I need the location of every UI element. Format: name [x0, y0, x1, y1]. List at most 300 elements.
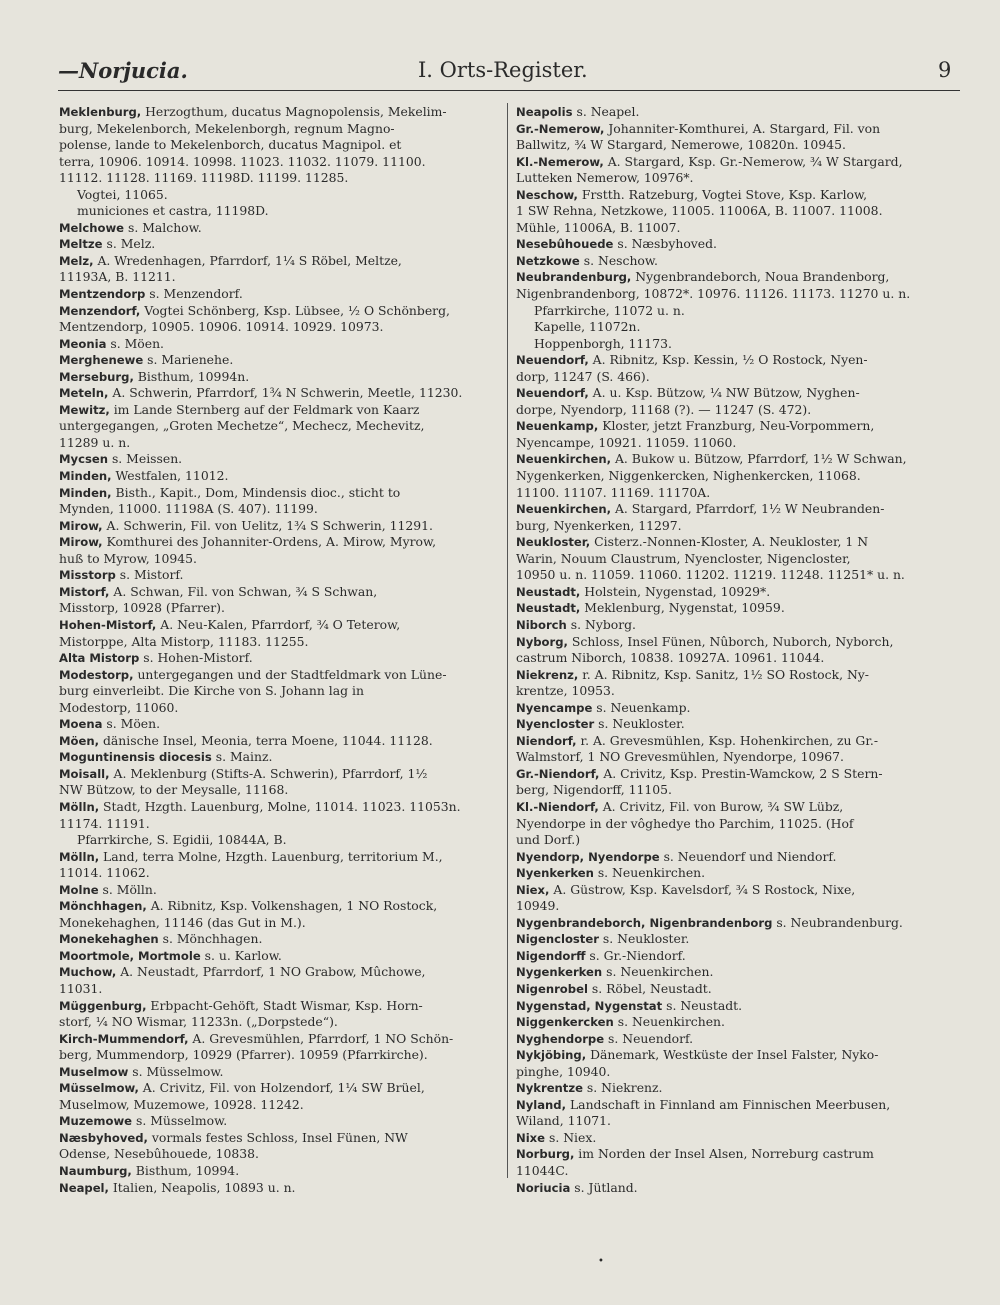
entry-text: Italien, Neapolis, 10893 u. n.: [108, 1179, 296, 1195]
entry-text: s. Neuenkirchen.: [593, 865, 706, 881]
register-continuation-line: [59, 137, 495, 154]
entry-text: A. Grevesmühlen, Pfarrdorf, 1 NO Schön-: [188, 1030, 454, 1046]
register-entry-line: [516, 915, 962, 932]
entry-text: Vogtei Schönberg, Ksp. Lübsee, ½ O Schönberg,: [140, 302, 450, 318]
register-entry-line: [59, 998, 495, 1015]
entry-keyword: Neuendorf,: [516, 353, 589, 368]
register-entry-line: [516, 187, 962, 204]
entry-text: s. Neukloster.: [598, 931, 690, 947]
register-continuation-line: [516, 137, 962, 154]
entry-keyword: Neustadt,: [516, 601, 581, 616]
entry-text: A. Neustadt, Pfarrdorf, 1 NO Grabow, Mûchowe,: [116, 964, 426, 980]
entry-keyword: Meklenburg,: [59, 105, 142, 119]
entry-text: A. Crivitz, Fil. von Holzendorf, 1¼ SW Brüel,: [138, 1080, 425, 1096]
entry-text: A. Wredenhagen, Pfarrdorf, 1¼ S Röbel, Meltze,: [93, 252, 402, 268]
register-entry-line: [516, 501, 962, 518]
register-entry-line: [59, 253, 495, 270]
entry-text: Herzogthum, ducatus Magnopolensis, Mekelim-: [141, 104, 447, 119]
register-continuation-line: [59, 319, 495, 336]
entry-text: 11031.: [59, 980, 103, 996]
entry-text: Ballwitz, ¾ W Stargard, Nemerowe, 10820n. 10945.: [516, 137, 846, 153]
entry-text: Mentzendorp, 10905. 10906. 10914. 10929. 10973.: [59, 319, 384, 335]
entry-text: 11289 u. n.: [59, 434, 131, 450]
register-continuation-line: [59, 551, 495, 568]
entry-keyword: Kl.-Nemerow,: [516, 154, 604, 169]
register-continuation-line: [59, 782, 495, 799]
entry-text: Komthurei des Johanniter-Ordens, A. Mirow, Myrow,: [102, 534, 437, 550]
entry-keyword: Nyendorp, Nyendorpe: [516, 849, 660, 864]
entry-text: s. Müsselmow.: [128, 1063, 224, 1079]
entry-text: Wiland, 11071.: [516, 1113, 611, 1129]
entry-keyword: Moena: [59, 717, 103, 732]
register-entry-line: [516, 799, 962, 816]
entry-text: Monekehaghen, 11146 (das Gut in M.).: [59, 914, 306, 930]
register-entry-line: [59, 584, 495, 601]
register-continuation-line: [516, 1064, 962, 1081]
register-entry-line: [59, 799, 495, 816]
entry-text: und Dorf.): [516, 832, 581, 848]
register-entry-line: [516, 865, 962, 882]
register-entry-line: [516, 667, 962, 684]
entry-text: s. Marienehe.: [143, 352, 234, 368]
register-entry-line: [59, 766, 495, 783]
entry-keyword: Neapolis: [516, 105, 573, 119]
entry-text: s. Neuendorf und Niendorf.: [659, 848, 837, 864]
register-entry-line: [516, 104, 962, 121]
entry-keyword: Nyghendorpe: [516, 1031, 605, 1046]
register-continuation-line: [516, 170, 962, 187]
register-entry-line: [516, 121, 962, 138]
entry-text: Muselmow, Muzemowe, 10928. 11242.: [59, 1096, 304, 1112]
register-entry-line: [516, 352, 962, 369]
register-entry-line: [59, 1031, 495, 1048]
register-entry-line: [59, 1064, 495, 1081]
register-entry-line: [59, 733, 495, 750]
entry-keyword: Neuenkamp,: [516, 419, 599, 434]
register-entry-line: [59, 948, 495, 965]
register-entry-line: [516, 269, 962, 286]
entry-keyword: Neapel,: [59, 1180, 109, 1195]
register-entry-line: [516, 1080, 962, 1097]
register-entry-line: [59, 849, 495, 866]
entry-text: A. Ribnitz, Ksp. Kessin, ½ O Rostock, Nyen-: [588, 352, 868, 368]
entry-keyword: Næsbyhoved,: [59, 1130, 148, 1145]
entry-keyword: Moisall,: [59, 766, 110, 781]
entry-keyword: Nykrentze: [516, 1081, 583, 1096]
register-continuation-line: [59, 832, 495, 849]
entry-text: untergegangen, „Groten Mechetze“, Mechecz, Mechevitz,: [59, 418, 425, 434]
entry-text: Pfarrkirche, S. Egidii, 10844A, B.: [77, 832, 287, 848]
register-continuation-line: [516, 468, 962, 485]
register-continuation-line: [59, 816, 495, 833]
register-continuation-line: [516, 203, 962, 220]
entry-keyword: Monekehaghen: [59, 932, 159, 947]
register-continuation-line: [59, 418, 495, 435]
entry-keyword: Nesebûhouede: [516, 237, 614, 252]
entry-text: Kapelle, 11072n.: [534, 319, 641, 335]
entry-text: municiones et castra, 11198D.: [77, 203, 269, 219]
entry-text: Modestorp, 11060.: [59, 699, 179, 715]
entry-text: storf, ¼ NO Wismar, 11233n. („Dorpstede“).: [59, 1014, 338, 1030]
entry-text: 11044C.: [516, 1163, 569, 1178]
entry-keyword: Mölln,: [59, 799, 100, 814]
page-number: 9: [938, 58, 952, 82]
entry-text: s. Niex.: [545, 1129, 597, 1145]
register-continuation-line: [59, 1097, 495, 1114]
entry-text: Landschaft in Finnland am Finnischen Meerbusen,: [566, 1096, 891, 1112]
entry-keyword: Nyborg,: [516, 634, 568, 649]
entry-keyword: Alta Mistorp: [59, 651, 140, 666]
register-continuation-line: [516, 749, 962, 766]
entry-text: Lutteken Nemerow, 10976*.: [516, 170, 694, 186]
entry-text: Stadt, Hzgth. Lauenburg, Molne, 11014. 11023. 11053n.: [99, 798, 461, 814]
entry-text: Westfalen, 11012.: [111, 468, 229, 484]
entry-keyword: Molne: [59, 882, 99, 897]
entry-text: s. Neukloster.: [594, 716, 685, 732]
entry-text: s. Mainz.: [211, 749, 273, 765]
register-entry-line: [516, 584, 962, 601]
entry-text: terra, 10906. 10914. 10998. 11023. 11032. 11079. 11100.: [59, 153, 426, 169]
entry-text: Cisterz.-Nonnen-Kloster, A. Neukloster, 1 N: [590, 534, 869, 550]
entry-keyword: Meonia: [59, 336, 107, 351]
register-continuation-line: [59, 1146, 495, 1163]
entry-keyword: Noriucia: [516, 1180, 571, 1195]
entry-text: Nygenkerken, Niggenkercken, Nighenkercken, 11068.: [516, 468, 861, 484]
entry-text: Walmstorf, 1 NO Grevesmühlen, Nyendorpe, 10967.: [516, 749, 844, 765]
entry-text: s. Neuenkamp.: [592, 699, 691, 715]
entry-keyword: Meltze: [59, 237, 103, 252]
entry-keyword: Nyenkerken: [516, 866, 594, 881]
register-continuation-line: [516, 567, 962, 584]
register-continuation-line: [59, 700, 495, 717]
entry-text: 10950 u. n. 11059. 11060. 11202. 11219. 11248. 11251* u. n.: [516, 567, 905, 583]
entry-text: A. Stargard, Ksp. Gr.-Nemerow, ¾ W Stargard,: [603, 153, 903, 169]
register-entry-line: [59, 964, 495, 981]
entry-text: untergegangen und der Stadtfeldmark von Lüne-: [133, 666, 447, 682]
register-continuation-line: [59, 435, 495, 452]
entry-keyword: Modestorp,: [59, 667, 134, 682]
entry-text: A. Neu-Kalen, Pfarrdorf, ¾ O Teterow,: [156, 616, 401, 632]
entry-keyword: Nygenbrandeborch, Nigenbrandenborg: [516, 915, 773, 930]
entry-text: s. Neschow.: [579, 252, 658, 268]
register-entry-line: [59, 650, 495, 667]
register-entry-line: [59, 931, 495, 948]
register-entry-line: [516, 981, 962, 998]
entry-text: Mynden, 11000. 11198A (S. 407). 11199.: [59, 501, 318, 517]
register-entry-line: [59, 220, 495, 237]
entry-text: Dänemark, Westküste der Insel Falster, Nyko-: [586, 1047, 879, 1063]
entry-text: s. Nyborg.: [566, 616, 636, 632]
entry-keyword: Merseburg,: [59, 369, 134, 384]
register-continuation-line: [59, 187, 495, 204]
register-continuation-line: [516, 319, 962, 336]
entry-text: Hoppenborgh, 11173.: [534, 335, 672, 351]
entry-text: NW Bützow, to der Meysalle, 11168.: [59, 782, 289, 798]
entry-keyword: Mistorf,: [59, 584, 110, 599]
entry-keyword: Muchow,: [59, 965, 117, 980]
register-entry-line: [516, 1047, 962, 1064]
register-entry-line: [59, 286, 495, 303]
entry-text: Bisthum, 10994.: [131, 1163, 240, 1178]
entry-keyword: Muselmow: [59, 1064, 129, 1079]
entry-keyword: Melz,: [59, 253, 94, 268]
entry-text: s. Neustadt.: [662, 997, 743, 1013]
register-entry-line: [516, 1180, 962, 1197]
entry-keyword: Neustadt,: [516, 584, 581, 599]
entry-text: 11112. 11128. 11169. 11198D. 11199. 11285.: [59, 170, 349, 186]
register-entry-line: [516, 253, 962, 270]
entry-keyword: Niendorf,: [516, 733, 577, 748]
entry-text: A. Schwan, Fil. von Schwan, ¾ S Schwan,: [109, 583, 378, 599]
entry-text: burg, Nyenkerken, 11297.: [516, 517, 682, 533]
register-entry-line: [59, 402, 495, 419]
register-entry-line: [516, 1097, 962, 1114]
register-continuation-line: [59, 269, 495, 286]
entry-text: s. Meissen.: [108, 451, 183, 467]
register-entry-line: [516, 931, 962, 948]
entry-text: Johanniter-Komthurei, A. Stargard, Fil. von: [604, 120, 881, 136]
entry-text: s. Niekrenz.: [582, 1080, 663, 1096]
entry-text: Misstorp, 10928 (Pfarrer).: [59, 600, 225, 616]
entry-keyword: Mewitz,: [59, 402, 110, 417]
running-head-left: —Norjucia.: [58, 58, 188, 83]
entry-text: 10949.: [516, 898, 560, 914]
register-entry-line: [516, 236, 962, 253]
entry-keyword: Neuenkirchen,: [516, 502, 611, 517]
register-continuation-line: [59, 915, 495, 932]
entry-text: A. Schwerin, Fil. von Uelitz, 1¾ S Schwerin, 11291.: [102, 517, 433, 533]
entry-text: burg, Mekelenborch, Mekelenborgh, regnum Magno-: [59, 120, 395, 136]
register-continuation-line: [516, 485, 962, 502]
entry-keyword: Melchowe: [59, 220, 125, 235]
register-entry-line: [59, 898, 495, 915]
entry-text: s. Hohen-Mistorf.: [139, 650, 253, 666]
register-continuation-line: [516, 402, 962, 419]
entry-keyword: Nyencampe: [516, 700, 593, 715]
register-continuation-line: [59, 683, 495, 700]
register-entry-line: [59, 1113, 495, 1130]
entry-text: 11014. 11062.: [59, 865, 150, 881]
entry-keyword: Moguntinensis diocesis: [59, 750, 212, 765]
register-continuation-line: [59, 501, 495, 518]
entry-keyword: Niex,: [516, 882, 550, 897]
entry-keyword: Niborch: [516, 617, 567, 632]
entry-text: s. Neuenkirchen.: [602, 964, 714, 980]
register-continuation-line: [59, 600, 495, 617]
entry-text: burg einverleibt. Die Kirche von S. Johann lag in: [59, 683, 364, 699]
register-entry-line: [59, 385, 495, 402]
entry-text: pinghe, 10940.: [516, 1063, 611, 1079]
entry-text: berg, Mummendorp, 10929 (Pfarrer). 10959 (Pfarrkirche).: [59, 1047, 428, 1063]
entry-text: im Lande Sternberg auf der Feldmark von Kaarz: [109, 401, 420, 417]
register-entry-line: [516, 634, 962, 651]
entry-text: r. A. Ribnitz, Ksp. Sanitz, 1½ SO Rostock, Ny-: [578, 666, 869, 682]
register-entry-line: [59, 236, 495, 253]
register-entry-line: [59, 1130, 495, 1147]
entry-keyword: Nygenkerken: [516, 965, 603, 980]
entry-keyword: Menzendorf,: [59, 303, 141, 318]
register-continuation-line: [516, 1163, 962, 1180]
register-continuation-line: [516, 286, 962, 303]
entry-text: Schloss, Insel Fünen, Nûborch, Nuborch, Nyborch,: [567, 633, 894, 649]
register-entry-line: [516, 617, 962, 634]
register-continuation-line: [516, 816, 962, 833]
entry-keyword: Nykjöbing,: [516, 1048, 587, 1063]
register-entry-line: [516, 1130, 962, 1147]
entry-text: Nyencampe, 10921. 11059. 11060.: [516, 434, 737, 450]
register-entry-line: [516, 948, 962, 965]
entry-text: Nygenbrandeborch, Noua Brandenborg,: [631, 269, 890, 285]
entry-text: vormals festes Schloss, Insel Fünen, NW: [147, 1129, 408, 1145]
entry-text: s. Mönchhagen.: [158, 931, 263, 947]
register-entry-line: [516, 1031, 962, 1048]
register-continuation-line: [59, 121, 495, 138]
entry-text: A. Meklenburg (Stifts-A. Schwerin), Pfarrdorf, 1½: [109, 765, 428, 781]
entry-keyword: Misstorp: [59, 568, 116, 583]
entry-text: dorpe, Nyendorp, 11168 (?). — 11247 (S. 472).: [516, 401, 812, 417]
register-entry-line: [59, 667, 495, 684]
entry-text: 11174. 11191.: [59, 815, 150, 831]
entry-text: im Norden der Insel Alsen, Norreburg castrum: [574, 1146, 874, 1162]
entry-keyword: Müsselmow,: [59, 1081, 139, 1096]
entry-text: Mistorppe, Alta Mistorp, 11183. 11255.: [59, 633, 309, 649]
entry-text: s. Neuenkirchen.: [613, 1014, 725, 1030]
entry-keyword: Nyencloster: [516, 717, 595, 732]
register-entry-line: [516, 1014, 962, 1031]
left-column: [59, 104, 495, 1196]
entry-text: A. Stargard, Pfarrdorf, 1½ W Neubranden-: [611, 501, 885, 517]
entry-keyword: Muzemowe: [59, 1114, 133, 1129]
entry-text: Vogtei, 11065.: [77, 186, 168, 202]
entry-text: Pfarrkirche, 11072 u. n.: [534, 302, 685, 318]
entry-text: Erbpacht-Gehöft, Stadt Wismar, Ksp. Horn-: [146, 997, 423, 1013]
entry-keyword: Kirch-Mummendorf,: [59, 1031, 189, 1046]
entry-keyword: Meteln,: [59, 386, 109, 401]
register-entry-line: [516, 700, 962, 717]
entry-text: s. Melz.: [102, 236, 156, 252]
entry-text: polense, lande to Mekelenborch, ducatus Magnipol. et: [59, 137, 402, 153]
entry-text: A. Bukow u. Bützow, Pfarrdorf, 1½ W Schwan,: [611, 451, 907, 467]
register-entry-line: [59, 617, 495, 634]
entry-text: s. Röbel, Neustadt.: [587, 980, 712, 996]
entry-keyword: Norburg,: [516, 1147, 575, 1162]
register-entry-line: [516, 600, 962, 617]
register-continuation-line: [516, 435, 962, 452]
register-entry-line: [59, 104, 495, 121]
register-continuation-line: [59, 154, 495, 171]
entry-keyword: Neuenkirchen,: [516, 452, 611, 467]
register-entry-line: [516, 964, 962, 981]
entry-text: krentze, 10953.: [516, 683, 615, 699]
entry-text: Bisthum, 10994n.: [133, 368, 250, 384]
entry-text: A. u. Ksp. Bützow, ¼ NW Bützow, Nyghen-: [588, 385, 860, 401]
entry-text: s. Næsbyhoved.: [613, 236, 717, 252]
register-continuation-line: [516, 220, 962, 237]
register-entry-line: [59, 749, 495, 766]
entry-keyword: Gr.-Nemerow,: [516, 121, 605, 136]
entry-text: A. Crivitz, Fil. von Burow, ¾ SW Lübz,: [598, 798, 844, 814]
entry-keyword: Mönchhagen,: [59, 899, 147, 914]
entry-text: s. Neubrandenburg.: [772, 914, 903, 930]
entry-keyword: Mycsen: [59, 452, 108, 467]
entry-text: Mühle, 11006A, B. 11007.: [516, 219, 681, 235]
register-continuation-line: [516, 369, 962, 386]
entry-keyword: Kl.-Niendorf,: [516, 799, 599, 814]
entry-keyword: Moortmole, Mortmole: [59, 948, 201, 963]
entry-text: A. Güstrow, Ksp. Kavelsdorf, ¾ S Rostock, Nixe,: [549, 881, 856, 897]
register-entry-line: [516, 733, 962, 750]
register-continuation-line: [59, 981, 495, 998]
register-entry-line: [59, 451, 495, 468]
entry-text: r. A. Grevesmühlen, Ksp. Hohenkirchen, zu Gr.-: [576, 732, 879, 748]
register-entry-line: [59, 336, 495, 353]
entry-keyword: Minden,: [59, 469, 112, 484]
entry-keyword: Neschow,: [516, 187, 578, 202]
register-entry-line: [59, 485, 495, 502]
entry-text: s. Möen.: [106, 335, 164, 351]
entry-text: Land, terra Molne, Hzgth. Lauenburg, territorium M.,: [99, 848, 443, 864]
entry-text: Odense, Nesebûhouede, 10838.: [59, 1146, 259, 1162]
entry-keyword: Möen,: [59, 733, 100, 748]
register-continuation-line: [516, 1113, 962, 1130]
entry-text: s. Müsselmow.: [132, 1113, 228, 1129]
entry-keyword: Minden,: [59, 485, 112, 500]
register-continuation-line: [516, 518, 962, 535]
entry-keyword: Nigenrobel: [516, 981, 588, 996]
entry-text: dorp, 11247 (S. 466).: [516, 368, 650, 384]
entry-keyword: Nigendorff: [516, 948, 586, 963]
register-entry-line: [59, 716, 495, 733]
register-entry-line: [516, 882, 962, 899]
register-entry-line: [516, 1146, 962, 1163]
entry-keyword: Naumburg,: [59, 1164, 132, 1178]
register-entry-line: [516, 385, 962, 402]
entry-keyword: Mirow,: [59, 518, 103, 533]
register-entry-line: [516, 418, 962, 435]
register-continuation-line: [516, 336, 962, 353]
register-continuation-line: [516, 650, 962, 667]
entry-text: A. Crivitz, Ksp. Prestin-Wamckow, 2 S Stern-: [599, 765, 883, 781]
entry-keyword: Nigencloster: [516, 932, 599, 947]
running-head-title: I. Orts-Register.: [418, 58, 588, 82]
register-entry-line: [59, 352, 495, 369]
entry-keyword: Mölln,: [59, 849, 100, 864]
entry-keyword: Neubrandenburg,: [516, 270, 632, 285]
right-column: [516, 104, 962, 1196]
entry-text: Nigenbrandenborg, 10872*. 10976. 11126. 11173. 11270 u. n.: [516, 286, 911, 302]
register-continuation-line: [516, 303, 962, 320]
register-continuation-line: [516, 683, 962, 700]
entry-text: A. Schwerin, Pfarrdorf, 1³⁄₄ N Schwerin, Meetle, 11230.: [108, 385, 463, 401]
register-entry-line: [59, 303, 495, 320]
entry-text: s. Neuendorf.: [604, 1030, 694, 1046]
register-entry-line: [59, 518, 495, 535]
register-entry-line: [59, 1180, 495, 1197]
entry-text: s. Mistorf.: [115, 567, 184, 583]
entry-text: Warin, Nouum Claustrum, Nyencloster, Nigencloster,: [516, 550, 851, 566]
register-entry-line: [516, 998, 962, 1015]
entry-text: s. Gr.-Niendorf.: [585, 947, 686, 963]
entry-text: A. Ribnitz, Ksp. Volkenshagen, 1 NO Rostock,: [146, 898, 438, 914]
entry-text: Nyendorpe in der vôghedye tho Parchim, 11025. (Hof: [516, 815, 854, 831]
register-entry-line: [59, 567, 495, 584]
register-continuation-line: [516, 832, 962, 849]
register-continuation-line: [59, 865, 495, 882]
entry-text: s. Jütland.: [570, 1179, 638, 1195]
entry-keyword: Niggenkercken: [516, 1015, 614, 1030]
entry-text: 11100. 11107. 11169. 11170A.: [516, 484, 711, 500]
register-entry-line: [59, 1163, 495, 1180]
